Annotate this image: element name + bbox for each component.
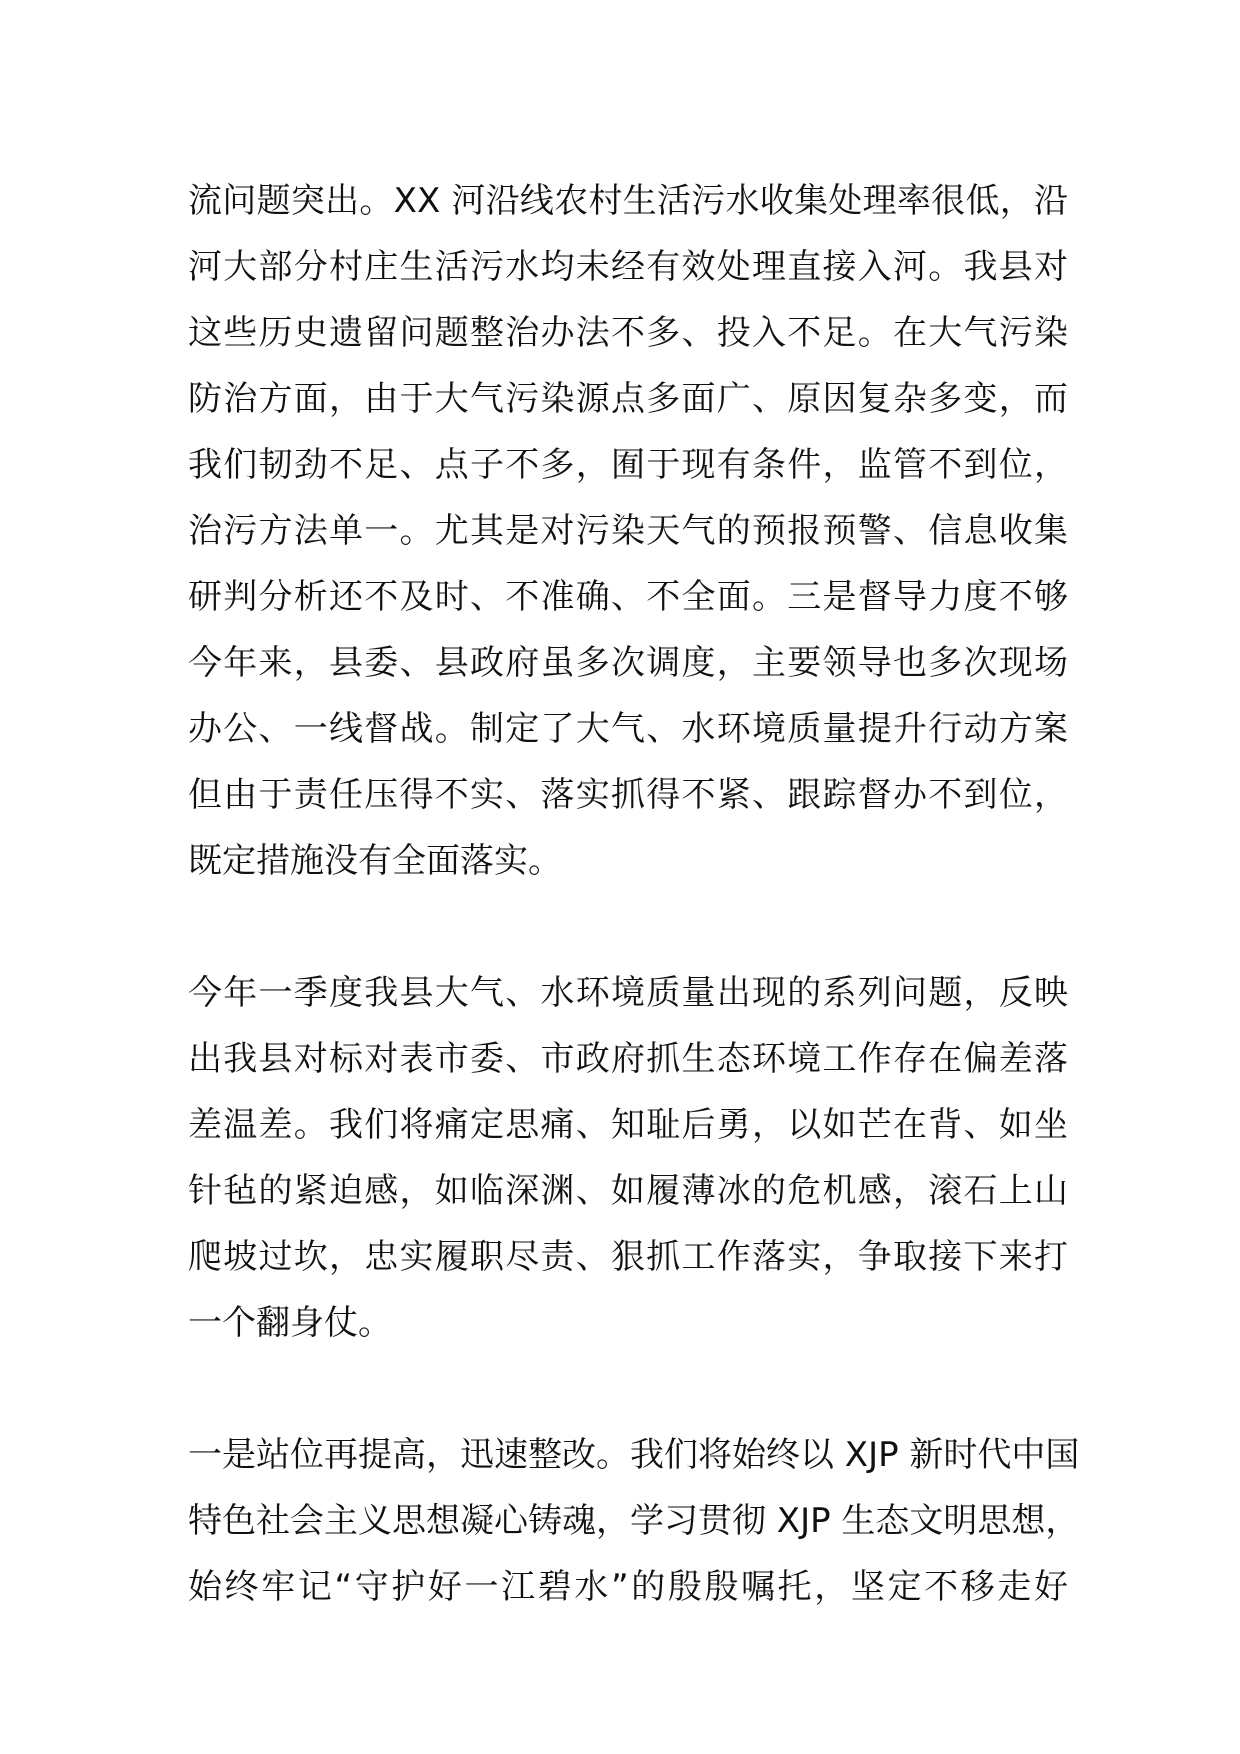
text-line: 一个翻身仗。 — [188, 1303, 392, 1343]
text-line: 治污方法单一。尤其是对污染天气的预报预警、信息收集 — [188, 511, 1068, 551]
document-page — [188, 168, 1080, 1620]
text-line: 但由于责任压得不实、落实抓得不紧、跟踪督办不到位， — [188, 775, 1068, 815]
text-line: 出我县对标对表市委、市政府抓生态环境工作存在偏差落 — [188, 1039, 1068, 1079]
paragraph-spacer — [188, 1356, 1068, 1422]
text-line: 防治方面，由于大气污染源点多面广、原因复杂多变，而 — [188, 379, 1068, 419]
paragraph-spacer — [188, 894, 1068, 960]
text-line: 差温差。我们将痛定思痛、知耻后勇，以如芒在背、如坐 — [188, 1105, 1068, 1145]
paragraph-3 — [188, 1422, 1080, 1620]
text-line: 始终牢记“守护好一江碧水”的殷殷嘱托，坚定不移走好 — [188, 1567, 1068, 1607]
text-line: 流问题突出。XX 河沿线农村生活污水收集处理率很低，沿 — [188, 181, 1068, 221]
paragraph-1 — [188, 168, 1068, 894]
text-line: 办公、一线督战。制定了大气、水环境质量提升行动方案 — [188, 709, 1068, 749]
text-line: 爬坡过坎，忠实履职尽责、狠抓工作落实，争取接下来打 — [188, 1237, 1068, 1277]
paragraph-2 — [188, 960, 1068, 1356]
text-line: 这些历史遗留问题整治办法不多、投入不足。在大气污染 — [188, 313, 1068, 353]
text-line: 我们韧劲不足、点子不多，囿于现有条件，监管不到位， — [188, 445, 1068, 485]
text-line: 河大部分村庄生活污水均未经有效处理直接入河。我县对 — [188, 247, 1068, 287]
text-line: 今年一季度我县大气、水环境质量出现的系列问题，反映 — [188, 973, 1068, 1013]
text-line: 一是站位再提高，迅速整改。我们将始终以 XJP 新时代中国 — [188, 1435, 1080, 1475]
text-line: 研判分析还不及时、不准确、不全面。三是督导力度不够 — [188, 577, 1068, 617]
text-line: 针毡的紧迫感，如临深渊、如履薄冰的危机感，滚石上山 — [188, 1171, 1068, 1211]
text-line: 特色社会主义思想凝心铸魂，学习贯彻 XJP 生态文明思想， — [188, 1501, 1080, 1541]
text-line: 今年来，县委、县政府虽多次调度，主要领导也多次现场 — [188, 643, 1068, 683]
text-line: 既定措施没有全面落实。 — [188, 841, 562, 881]
